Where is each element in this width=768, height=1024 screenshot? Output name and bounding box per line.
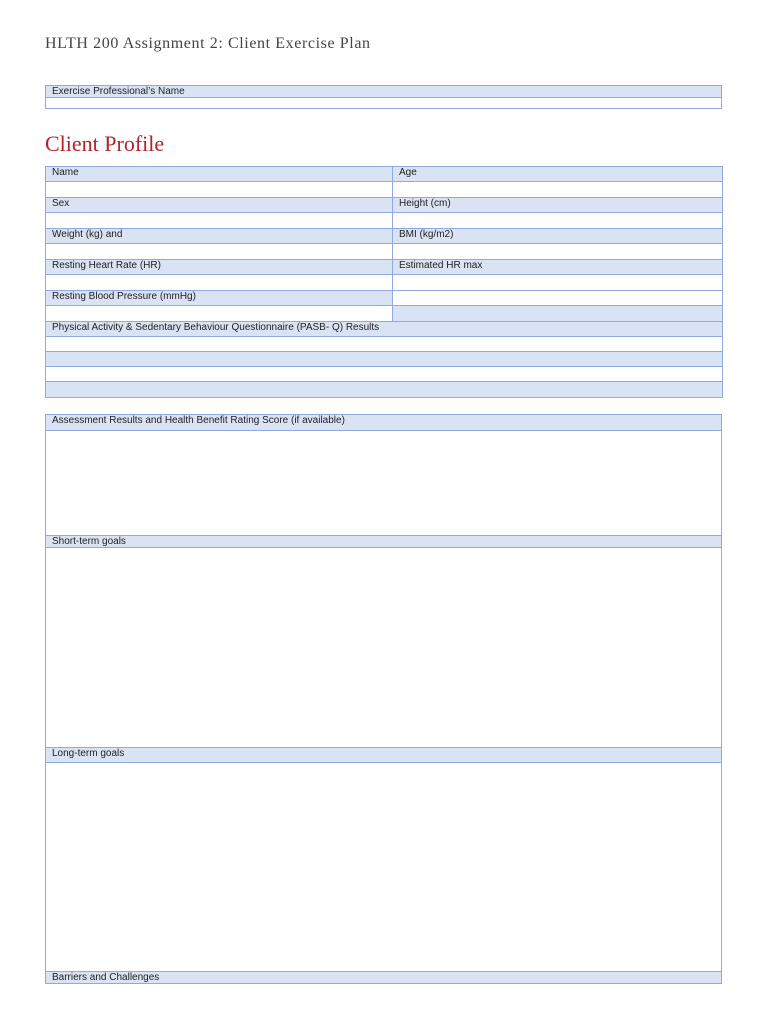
age-field[interactable]: [393, 182, 723, 198]
pasbq-label: Physical Activity & Sedentary Behaviour Questionnaire (PASB- Q) Results: [46, 322, 723, 337]
pasbq-row[interactable]: [46, 382, 723, 398]
professional-name-field[interactable]: [46, 98, 722, 109]
professional-name-table: [45, 85, 722, 109]
short-term-goals-label: Short-term goals: [46, 536, 722, 548]
estimated-hr-max-label: Estimated HR max: [393, 260, 723, 275]
pasbq-row[interactable]: [46, 337, 723, 352]
estimated-hr-max-field[interactable]: [393, 275, 723, 291]
document-title: HLTH 200 Assignment 2: Client Exercise Plan: [45, 35, 371, 52]
height-label: Height (cm): [393, 198, 723, 213]
sex-label: Sex: [46, 198, 393, 213]
name-label: Name: [46, 167, 393, 182]
long-term-goals-field[interactable]: [46, 763, 722, 972]
bmi-label: BMI (kg/m2): [393, 229, 723, 244]
exercise-plan-table: [45, 414, 722, 984]
resting-bp-field[interactable]: [46, 306, 393, 322]
weight-field[interactable]: [46, 244, 393, 260]
bmi-field[interactable]: [393, 244, 723, 260]
assessment-field[interactable]: [46, 431, 722, 536]
long-term-goals-label: Long-term goals: [46, 748, 722, 763]
resting-hr-field[interactable]: [46, 275, 393, 291]
professional-name-label: Exercise Professional’s Name: [46, 86, 722, 98]
barriers-label: Barriers and Challenges: [46, 972, 722, 984]
weight-label: Weight (kg) and: [46, 229, 393, 244]
height-field[interactable]: [393, 213, 723, 229]
client-profile-heading: Client Profile: [45, 131, 165, 156]
resting-bp-label: Resting Blood Pressure (mmHg): [46, 291, 393, 306]
age-label: Age: [393, 167, 723, 182]
pasbq-row[interactable]: [46, 352, 723, 367]
sex-field[interactable]: [46, 213, 393, 229]
client-profile-table: [45, 166, 723, 398]
assessment-label: Assessment Results and Health Benefit Rating Score (if available): [46, 415, 722, 431]
pasbq-row[interactable]: [46, 367, 723, 382]
resting-hr-label: Resting Heart Rate (HR): [46, 260, 393, 275]
name-field[interactable]: [46, 182, 393, 198]
short-term-goals-field[interactable]: [46, 548, 722, 748]
profile-empty-shaded-cell: [393, 306, 723, 322]
profile-empty-cell[interactable]: [393, 291, 723, 306]
